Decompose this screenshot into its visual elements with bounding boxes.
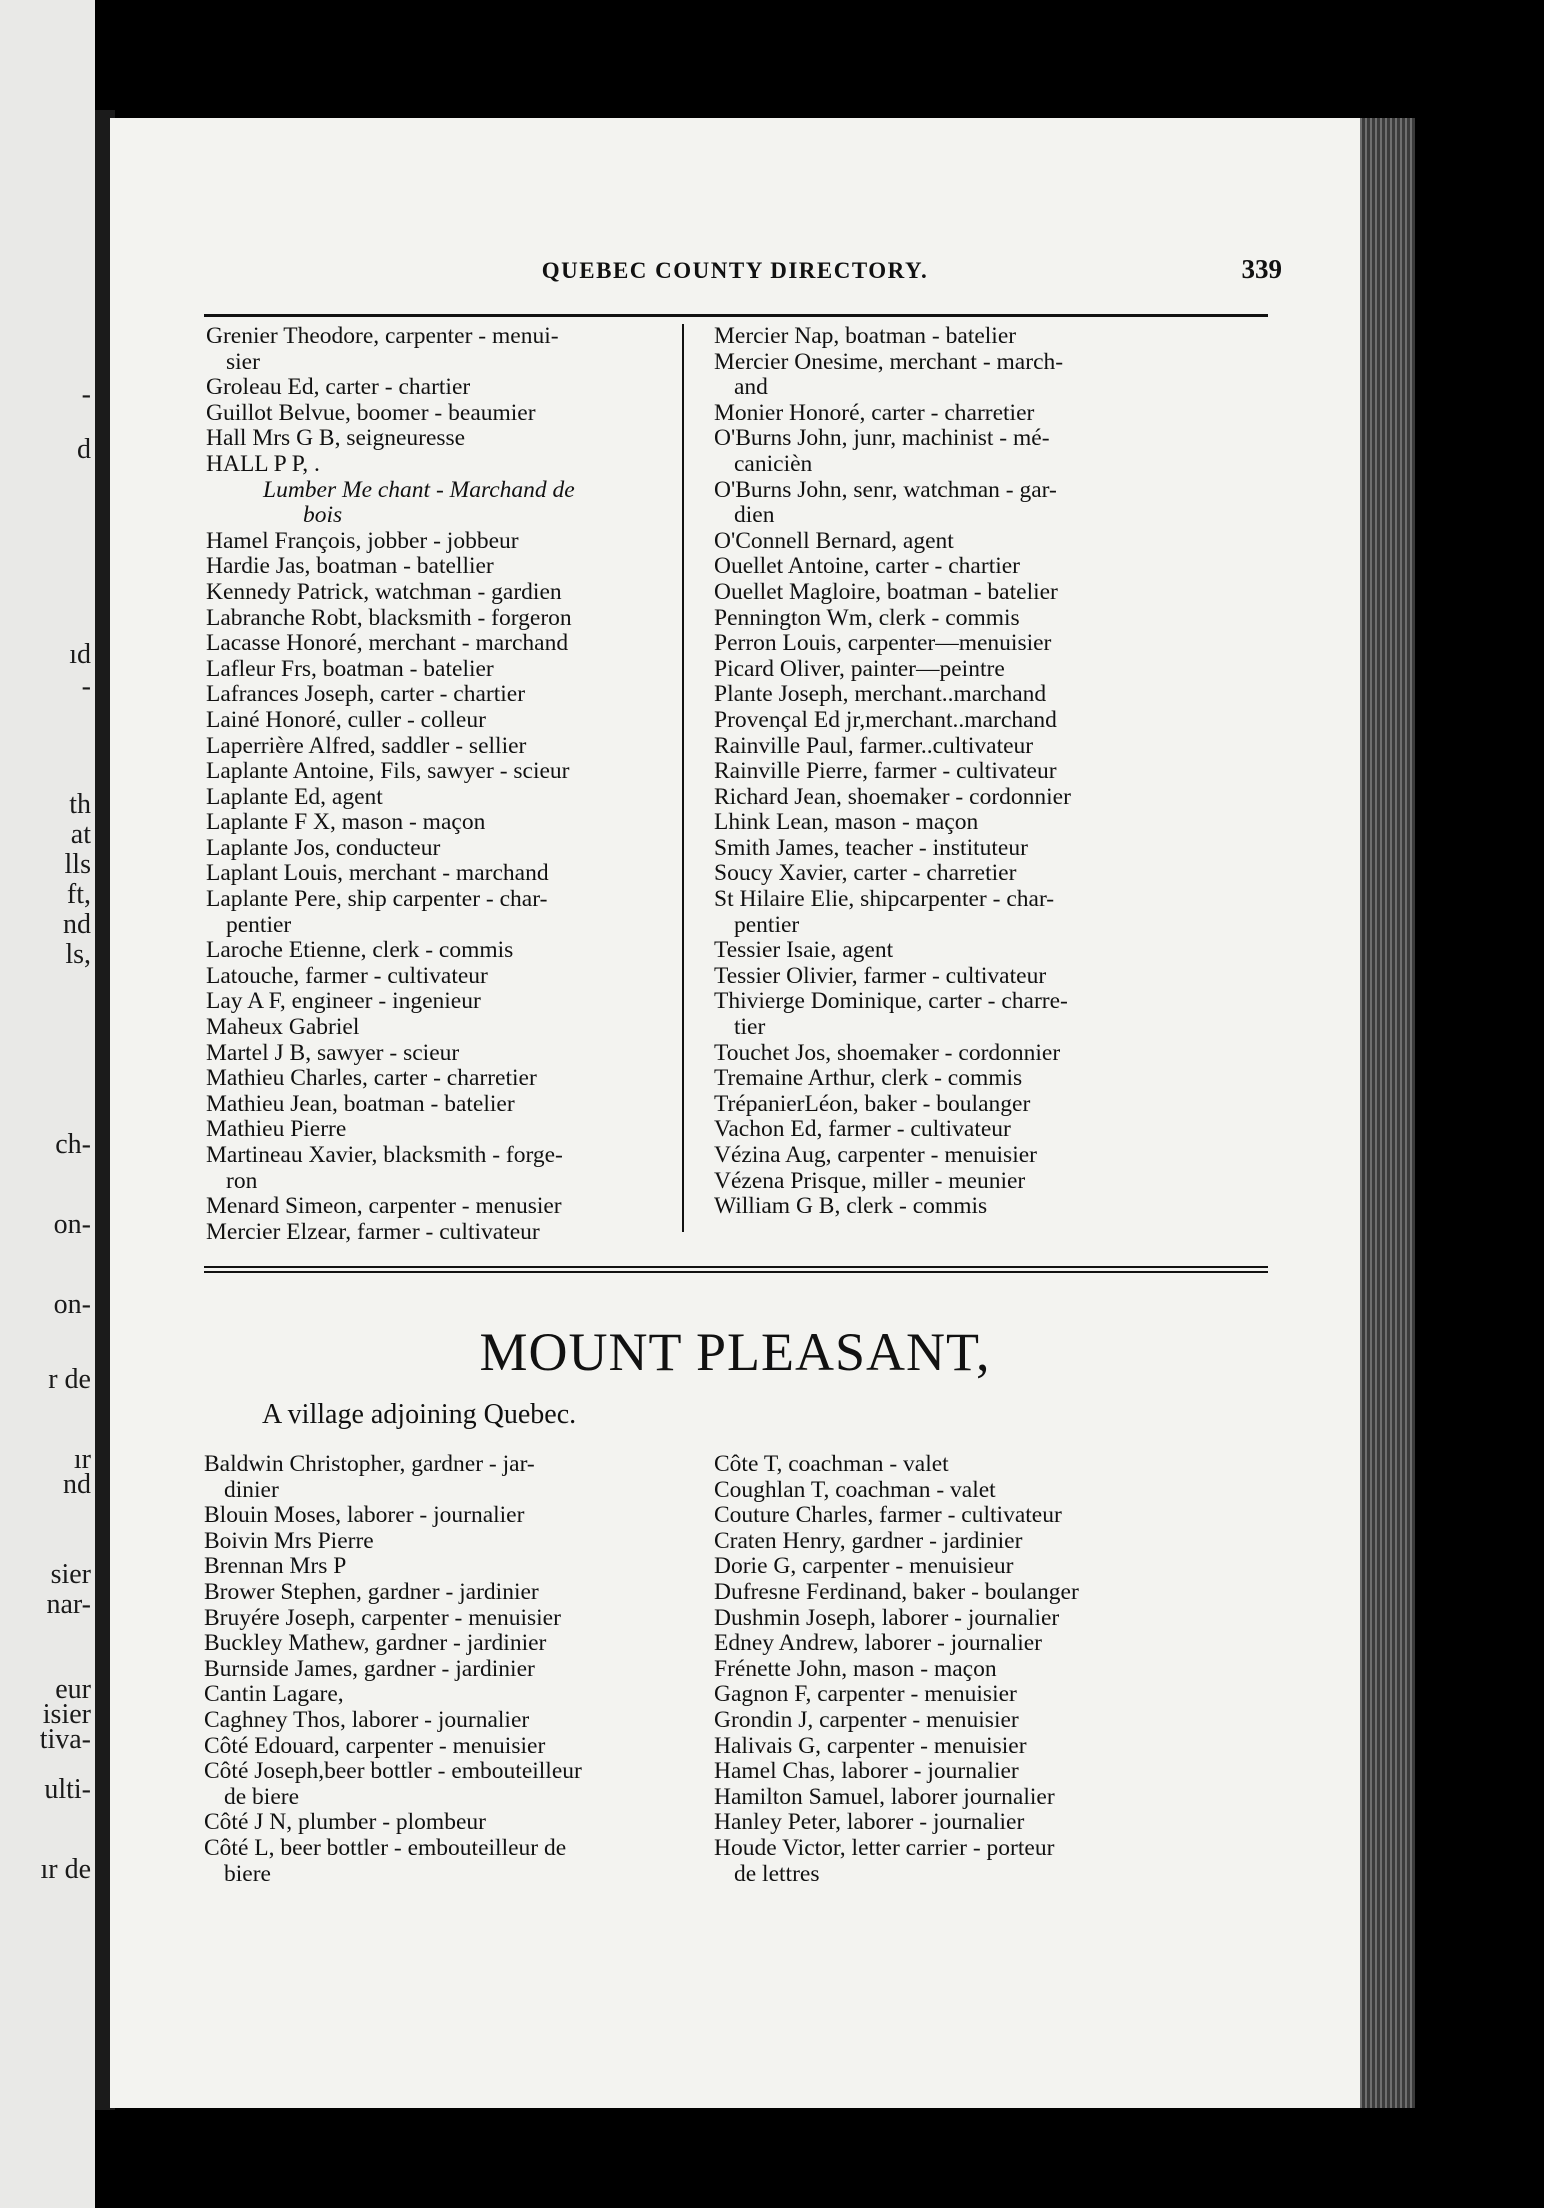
directory-entry bbox=[714, 836, 1071, 862]
directory-entry bbox=[714, 1580, 1079, 1606]
facing-page-fragment: ır de bbox=[40, 1854, 91, 1885]
entry-text: William G B, clerk - commis bbox=[714, 1193, 988, 1220]
entry-text: Laplante F X, mason - maçon bbox=[206, 809, 486, 836]
directory-entry bbox=[206, 452, 575, 478]
directory-entry bbox=[714, 606, 1071, 632]
entry-text: Dushmin Joseph, laborer - journalier bbox=[714, 1604, 1060, 1631]
directory-entry bbox=[714, 1503, 1079, 1529]
entry-text: Côté L, beer bottler - embouteilleur de bbox=[204, 1834, 567, 1861]
entry-text: Grondin J, carpenter - menuisier bbox=[714, 1706, 1019, 1733]
directory-entry bbox=[206, 1066, 575, 1092]
directory-entry bbox=[206, 1015, 575, 1041]
directory-entry bbox=[714, 1194, 1071, 1220]
directory-entry bbox=[714, 1836, 1079, 1887]
directory-entry bbox=[714, 1810, 1079, 1836]
directory-entry bbox=[204, 1708, 582, 1734]
facing-page-fragment: ulti- bbox=[44, 1774, 91, 1805]
directory-entry bbox=[714, 810, 1071, 836]
entry-text: Hardie Jas, boatman - batellier bbox=[206, 553, 494, 580]
quebec-left-column bbox=[206, 324, 575, 1245]
entry-text: Lafleur Frs, boatman - batelier bbox=[206, 655, 494, 682]
directory-entry bbox=[206, 682, 575, 708]
entry-continuation: ron bbox=[226, 1167, 258, 1194]
entry-text: Mercier Nap, boatman - batelier bbox=[714, 323, 1017, 349]
entry-text: Laplant Louis, merchant - marchand bbox=[206, 860, 549, 887]
entry-text: Lacasse Honoré, merchant - marchand bbox=[206, 630, 569, 657]
facing-page-fragment: ft, bbox=[66, 879, 91, 910]
directory-entry bbox=[206, 401, 575, 427]
directory-entry bbox=[204, 1682, 582, 1708]
facing-page-fragment: tiva- bbox=[39, 1724, 91, 1755]
entry-text: Halivais G, carpenter - menuisier bbox=[714, 1732, 1027, 1759]
entry-text: Tessier Olivier, farmer - cultivateur bbox=[714, 962, 1047, 989]
directory-entry bbox=[714, 708, 1071, 734]
entry-continuation: dien bbox=[734, 502, 775, 529]
entry-text: Côté Edouard, carpenter - menuisier bbox=[204, 1732, 546, 1759]
entry-text: Groleau Ed, carter - chartier bbox=[206, 374, 471, 401]
directory-entry bbox=[206, 1143, 575, 1194]
entry-text: Blouin Moses, laborer - journalier bbox=[204, 1502, 525, 1529]
entry-text: Perron Louis, carpenter—menuisier bbox=[714, 630, 1052, 657]
directory-entry bbox=[206, 478, 575, 529]
directory-entry bbox=[714, 1708, 1079, 1734]
entry-text: Dufresne Ferdinand, baker - boulanger bbox=[714, 1578, 1079, 1605]
directory-entry bbox=[206, 734, 575, 760]
entry-text: Martel J B, sawyer - scieur bbox=[206, 1039, 460, 1066]
entry-continuation: de biere bbox=[224, 1783, 300, 1810]
entry-text: Rainville Paul, farmer..cultivateur bbox=[714, 732, 1034, 759]
directory-entry bbox=[206, 631, 575, 657]
directory-entry bbox=[714, 1092, 1071, 1118]
entry-text: Cantin Lagare, bbox=[204, 1681, 344, 1708]
entry-continuation: tier bbox=[734, 1014, 766, 1041]
entry-text: Touchet Jos, shoemaker - cordonnier bbox=[714, 1039, 1061, 1066]
entry-continuation: sier bbox=[226, 348, 260, 375]
directory-entry bbox=[204, 1836, 582, 1887]
entry-text: Buckley Mathew, gardner - jardinier bbox=[204, 1630, 547, 1657]
facing-page bbox=[0, 0, 95, 2208]
directory-entry bbox=[714, 682, 1071, 708]
entry-text: Caghney Thos, laborer - journalier bbox=[204, 1706, 530, 1733]
directory-entry bbox=[714, 861, 1071, 887]
entry-text: Mathieu Jean, boatman - batelier bbox=[206, 1090, 515, 1117]
mount-pleasant-right-column bbox=[714, 1452, 1079, 1887]
entry-text: Mathieu Charles, carter - charretier bbox=[206, 1065, 537, 1092]
entry-text: Plante Joseph, merchant..marchand bbox=[714, 681, 1047, 708]
entry-text: Vachon Ed, farmer - cultivateur bbox=[714, 1116, 1011, 1143]
facing-page-fragment: nar- bbox=[46, 1589, 91, 1620]
directory-entry bbox=[206, 708, 575, 734]
directory-entry bbox=[714, 989, 1071, 1040]
entry-text: Burnside James, gardner - jardinier bbox=[204, 1655, 535, 1682]
entry-text: O'Burns John, senr, watchman - gar- bbox=[714, 476, 1057, 503]
directory-entry bbox=[714, 887, 1071, 938]
directory-entry bbox=[206, 1041, 575, 1067]
facing-page-fragment: r de bbox=[48, 1364, 91, 1395]
entry-text: Hamel Chas, laborer - journalier bbox=[714, 1758, 1019, 1785]
facing-page-fragment: isier bbox=[42, 1699, 91, 1730]
directory-entry bbox=[206, 810, 575, 836]
directory-entry bbox=[714, 1631, 1079, 1657]
entry-text: Côté Joseph,beer bottler - embouteilleur bbox=[204, 1758, 582, 1785]
directory-entry bbox=[206, 785, 575, 811]
entry-text: Picard Oliver, painter—peintre bbox=[714, 655, 1005, 682]
directory-entry bbox=[714, 580, 1071, 606]
entry-text: St Hilaire Elie, shipcarpenter - char- bbox=[714, 886, 1055, 913]
directory-entry bbox=[714, 785, 1071, 811]
entry-text: Coughlan T, coachman - valet bbox=[714, 1476, 996, 1503]
directory-entry bbox=[206, 836, 575, 862]
directory-entry bbox=[714, 938, 1071, 964]
directory-entry bbox=[206, 887, 575, 938]
entry-text: Labranche Robt, blacksmith - forgeron bbox=[206, 604, 572, 631]
entry-text: Laperrière Alfred, saddler - sellier bbox=[206, 732, 527, 759]
directory-entry bbox=[206, 657, 575, 683]
running-head: QUEBEC COUNTY DIRECTORY. bbox=[541, 258, 929, 283]
directory-entry bbox=[206, 529, 575, 555]
directory-entry bbox=[714, 1478, 1079, 1504]
entry-text: Soucy Xavier, carter - charretier bbox=[714, 860, 1017, 887]
directory-entry bbox=[714, 401, 1071, 427]
directory-entry bbox=[714, 324, 1071, 350]
page-edges bbox=[1360, 118, 1415, 2108]
entry-text: Hamilton Samuel, laborer journalier bbox=[714, 1783, 1055, 1810]
facing-page-fragment: on- bbox=[53, 1209, 91, 1240]
directory-entry bbox=[714, 554, 1071, 580]
facing-page-fragment: th bbox=[69, 789, 91, 820]
entry-text: Mercier Elzear, farmer - cultivateur bbox=[206, 1218, 540, 1245]
page-number: 339 bbox=[1241, 254, 1282, 284]
entry-text: Lay A F, engineer - ingenieur bbox=[206, 988, 481, 1015]
directory-entry bbox=[206, 1220, 575, 1246]
directory-entry bbox=[714, 426, 1071, 477]
entry-text: Smith James, teacher - instituteur bbox=[714, 834, 1028, 861]
entry-text: Mathieu Pierre bbox=[206, 1116, 347, 1143]
directory-entry bbox=[204, 1759, 582, 1810]
entry-text: Monier Honoré, carter - charretier bbox=[714, 399, 1035, 426]
directory-entry bbox=[714, 1169, 1071, 1195]
facing-page-fragment: ls, bbox=[65, 939, 91, 970]
directory-entry bbox=[714, 1554, 1079, 1580]
entry-text: Bruyére Joseph, carpenter - menuisier bbox=[204, 1604, 561, 1631]
directory-entry bbox=[714, 1041, 1071, 1067]
directory-entry bbox=[204, 1554, 582, 1580]
entry-text: Grenier Theodore, carpenter - menui- bbox=[206, 323, 559, 349]
directory-entry bbox=[714, 1143, 1071, 1169]
directory-entry bbox=[206, 324, 575, 375]
mount-pleasant-left-column bbox=[204, 1452, 582, 1887]
directory-page bbox=[110, 118, 1360, 2108]
directory-entry bbox=[204, 1452, 582, 1503]
facing-page-fragment: ıd bbox=[69, 639, 91, 670]
directory-entry bbox=[714, 631, 1071, 657]
header-rule bbox=[204, 314, 1268, 317]
directory-entry bbox=[206, 989, 575, 1015]
entry-text: Lainé Honoré, culler - colleur bbox=[206, 706, 486, 733]
directory-entry bbox=[714, 1759, 1079, 1785]
entry-continuation: biere bbox=[224, 1860, 271, 1887]
directory-entry bbox=[206, 606, 575, 632]
column-divider bbox=[682, 324, 684, 1232]
directory-entry bbox=[714, 964, 1071, 990]
entry-text: Latouche, farmer - cultivateur bbox=[206, 962, 488, 989]
quebec-right-column bbox=[714, 324, 1071, 1220]
entry-text: Hamel François, jobber - jobbeur bbox=[206, 527, 519, 554]
facing-page-fragment: on- bbox=[53, 1289, 91, 1320]
directory-entry bbox=[206, 861, 575, 887]
entry-continuation: and bbox=[734, 374, 768, 401]
entry-text: Guillot Belvue, boomer - beaumier bbox=[206, 399, 536, 426]
entry-text: Hall Mrs G B, seigneuresse bbox=[206, 425, 466, 452]
entry-text: Laplante Jos, conducteur bbox=[206, 834, 441, 861]
facing-page-fragment: at bbox=[70, 819, 91, 850]
entry-text: Maheux Gabriel bbox=[206, 1014, 360, 1041]
entry-text: Richard Jean, shoemaker - cordonnier bbox=[714, 783, 1071, 810]
directory-entry bbox=[204, 1734, 582, 1760]
entry-text: Laplante Pere, ship carpenter - char- bbox=[206, 886, 548, 913]
entry-text: Lhink Lean, mason - maçon bbox=[714, 809, 979, 836]
directory-entry bbox=[204, 1606, 582, 1632]
directory-entry bbox=[714, 734, 1071, 760]
entry-text: Craten Henry, gardner - jardinier bbox=[714, 1527, 1023, 1554]
entry-text: Baldwin Christopher, gardner - jar- bbox=[204, 1451, 535, 1477]
directory-entry bbox=[206, 375, 575, 401]
directory-entry bbox=[204, 1503, 582, 1529]
section-rule-top bbox=[204, 1266, 1268, 1268]
entry-text: Côté J N, plumber - plombeur bbox=[204, 1809, 486, 1836]
entry-text: Boivin Mrs Pierre bbox=[204, 1527, 374, 1554]
directory-entry bbox=[206, 938, 575, 964]
directory-entry bbox=[206, 759, 575, 785]
directory-entry bbox=[714, 1452, 1079, 1478]
directory-entry bbox=[204, 1529, 582, 1555]
directory-entry bbox=[714, 1529, 1079, 1555]
entry-text: Edney Andrew, laborer - journalier bbox=[714, 1630, 1043, 1657]
facing-page-fragment: eur bbox=[55, 1674, 91, 1705]
directory-entry bbox=[714, 1734, 1079, 1760]
directory-entry bbox=[714, 1657, 1079, 1683]
facing-page-fragment: - bbox=[81, 671, 91, 702]
entry-text: Lumber Me chant - Marchand de bbox=[263, 476, 575, 503]
directory-entry bbox=[714, 1682, 1079, 1708]
facing-page-fragment: nd bbox=[63, 1469, 91, 1500]
directory-entry bbox=[714, 1606, 1079, 1632]
directory-entry bbox=[206, 1092, 575, 1118]
section-title: MOUNT PLEASANT, bbox=[479, 1322, 991, 1382]
entry-text: Gagnon F, carpenter - menuisier bbox=[714, 1681, 1017, 1708]
facing-page-fragment: ch- bbox=[55, 1129, 91, 1160]
directory-entry bbox=[206, 580, 575, 606]
entry-text: HALL P P, . bbox=[206, 450, 320, 477]
directory-entry bbox=[206, 1117, 575, 1143]
entry-continuation: pentier bbox=[226, 911, 292, 938]
directory-entry bbox=[714, 657, 1071, 683]
entry-text: Lafrances Joseph, carter - chartier bbox=[206, 681, 526, 708]
entry-text: Martineau Xavier, blacksmith - forge- bbox=[206, 1142, 563, 1168]
entry-text: Laplante Ed, agent bbox=[206, 783, 383, 810]
facing-page-fragment: lls bbox=[64, 849, 91, 880]
facing-page-fragment: - bbox=[81, 379, 91, 410]
entry-text: O'Connell Bernard, agent bbox=[714, 527, 954, 554]
entry-text: Couture Charles, farmer - cultivateur bbox=[714, 1502, 1062, 1529]
directory-entry bbox=[204, 1631, 582, 1657]
facing-page-fragment: nd bbox=[63, 909, 91, 940]
entry-text: Brower Stephen, gardner - jardinier bbox=[204, 1578, 539, 1605]
entry-text: Vézena Prisque, miller - meunier bbox=[714, 1167, 1026, 1194]
directory-entry bbox=[206, 964, 575, 990]
entry-continuation: bois bbox=[303, 502, 343, 529]
facing-page-fragment: ır bbox=[73, 1444, 91, 1475]
directory-entry bbox=[714, 350, 1071, 401]
entry-text: Provençal Ed jr,merchant..marchand bbox=[714, 706, 1057, 733]
directory-entry bbox=[204, 1810, 582, 1836]
directory-entry bbox=[206, 426, 575, 452]
entry-text: Hanley Peter, laborer - journalier bbox=[714, 1809, 1025, 1836]
entry-text: Vézina Aug, carpenter - menuisier bbox=[714, 1142, 1037, 1168]
directory-entry bbox=[714, 529, 1071, 555]
section-subtitle: A village adjoining Quebec. bbox=[262, 1399, 577, 1430]
entry-text: Frénette John, mason - maçon bbox=[714, 1655, 997, 1682]
entry-text: Mercier Onesime, merchant - march- bbox=[714, 348, 1064, 375]
entry-text: Kennedy Patrick, watchman - gardien bbox=[206, 578, 562, 605]
directory-entry bbox=[204, 1580, 582, 1606]
facing-page-fragment: sier bbox=[50, 1559, 91, 1590]
facing-page-fragment: d bbox=[77, 434, 91, 465]
entry-text: Thivierge Dominique, carter - charre- bbox=[714, 988, 1068, 1015]
entry-text: Ouellet Antoine, carter - chartier bbox=[714, 553, 1021, 580]
entry-text: TrépanierLéon, baker - boulanger bbox=[714, 1090, 1031, 1117]
entry-continuation: dinier bbox=[224, 1476, 279, 1503]
entry-text: Tremaine Arthur, clerk - commis bbox=[714, 1065, 1023, 1092]
entry-text: Tessier Isaie, agent bbox=[714, 937, 894, 964]
section-rule-bottom bbox=[204, 1271, 1268, 1273]
directory-entry bbox=[206, 1194, 575, 1220]
entry-text: Laroche Etienne, clerk - commis bbox=[206, 937, 514, 964]
entry-text: Dorie G, carpenter - menuisieur bbox=[714, 1553, 1014, 1580]
directory-entry bbox=[714, 478, 1071, 529]
entry-text: Brennan Mrs P bbox=[204, 1553, 347, 1580]
entry-continuation: canicièn bbox=[734, 450, 813, 477]
entry-text: Rainville Pierre, farmer - cultivateur bbox=[714, 758, 1057, 785]
entry-text: Menard Simeon, carpenter - menusier bbox=[206, 1193, 562, 1220]
entry-text: Ouellet Magloire, boatman - batelier bbox=[714, 578, 1058, 605]
directory-entry bbox=[206, 554, 575, 580]
directory-entry bbox=[204, 1657, 582, 1683]
entry-text: Côte T, coachman - valet bbox=[714, 1451, 949, 1477]
entry-text: Houde Victor, letter carrier - porteur bbox=[714, 1834, 1055, 1861]
entry-continuation: de lettres bbox=[734, 1860, 820, 1887]
entry-text: O'Burns John, junr, machinist - mé- bbox=[714, 425, 1050, 452]
directory-entry bbox=[714, 1785, 1079, 1811]
directory-entry bbox=[714, 1066, 1071, 1092]
directory-entry bbox=[714, 759, 1071, 785]
entry-continuation: pentier bbox=[734, 911, 800, 938]
entry-text: Laplante Antoine, Fils, sawyer - scieur bbox=[206, 758, 570, 785]
entry-text: Pennington Wm, clerk - commis bbox=[714, 604, 1020, 631]
directory-entry bbox=[714, 1117, 1071, 1143]
